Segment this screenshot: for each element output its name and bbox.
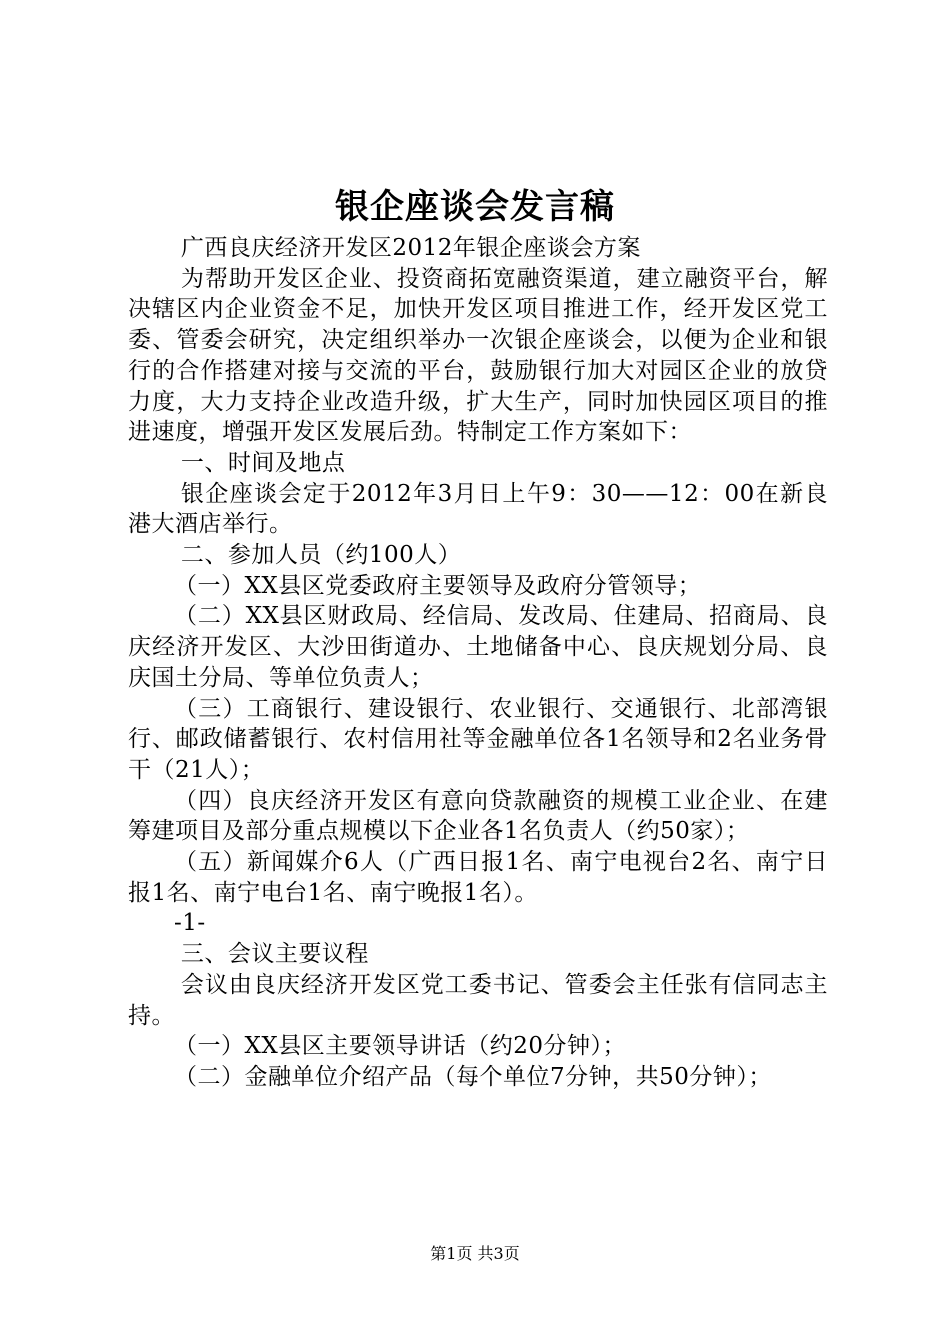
page-footer: 第1页 共3页 bbox=[430, 1244, 520, 1263]
participants-item-3: （三）工商银行、建设银行、农业银行、交通银行、北部湾银行、邮政储蓄银行、农村信用社等金融单位各1名领导和2名业务骨干（21人）； bbox=[128, 695, 828, 783]
agenda-host-paragraph: 会议由良庆经济开发区党工委书记、管委会主任张有信同志主持。 bbox=[128, 971, 828, 1029]
agenda-item-2: （二）金融单位介绍产品（每个单位7分钟，共50分钟）； bbox=[174, 1063, 772, 1090]
intro-paragraph: 为帮助开发区企业、投资商拓宽融资渠道，建立融资平台，解决辖区内企业资金不足，加快开发区项目推进工作，经开发区党工委、管委会研究，决定组织举办一次银企座谈会，以便为企业和银行的合作搭建对接与交流的平台，鼓励银行加大对园区企业的放贷力度，大力支持企业改造升级，扩大生产，同时加快园区项目的推进速度，增强开发区发展后劲。特制定工作方案如下： bbox=[128, 265, 828, 446]
participants-item-1: （一）XX县区党委政府主要领导及政府分管领导； bbox=[174, 572, 702, 599]
document-title: 银企座谈会发言稿 bbox=[335, 187, 615, 227]
plan-title-line: 广西良庆经济开发区2012年银企座谈会方案 bbox=[180, 235, 641, 261]
agenda-item-1: （一）XX县区主要领导讲话（约20分钟）； bbox=[174, 1033, 627, 1060]
section-heading-agenda: 三、会议主要议程 bbox=[180, 941, 369, 968]
section-heading-time-place: 一、时间及地点 bbox=[180, 449, 346, 476]
inline-page-marker: -1- bbox=[174, 910, 206, 937]
time-place-paragraph: 银企座谈会定于2012年3月日上午9：30——12：00在新良港大酒店举行。 bbox=[128, 480, 828, 538]
section-heading-participants: 二、参加人员（约100人） bbox=[180, 542, 462, 569]
participants-item-2: （二）XX县区财政局、经信局、发改局、住建局、招商局、良庆经济开发区、大沙田街道办、土地储备中心、良庆规划分局、良庆国土分局、等单位负责人； bbox=[128, 603, 828, 691]
participants-item-5: （五）新闻媒介6人（广西日报1名、南宁电视台2名、南宁日报1名、南宁电台1名、南宁晚报1名）。 bbox=[128, 849, 828, 906]
participants-item-4: （四）良庆经济开发区有意向贷款融资的规模工业企业、在建筹建项目及部分重点规模以下企业各1名负责人（约50家）； bbox=[128, 787, 828, 845]
document-body bbox=[128, 233, 828, 1093]
